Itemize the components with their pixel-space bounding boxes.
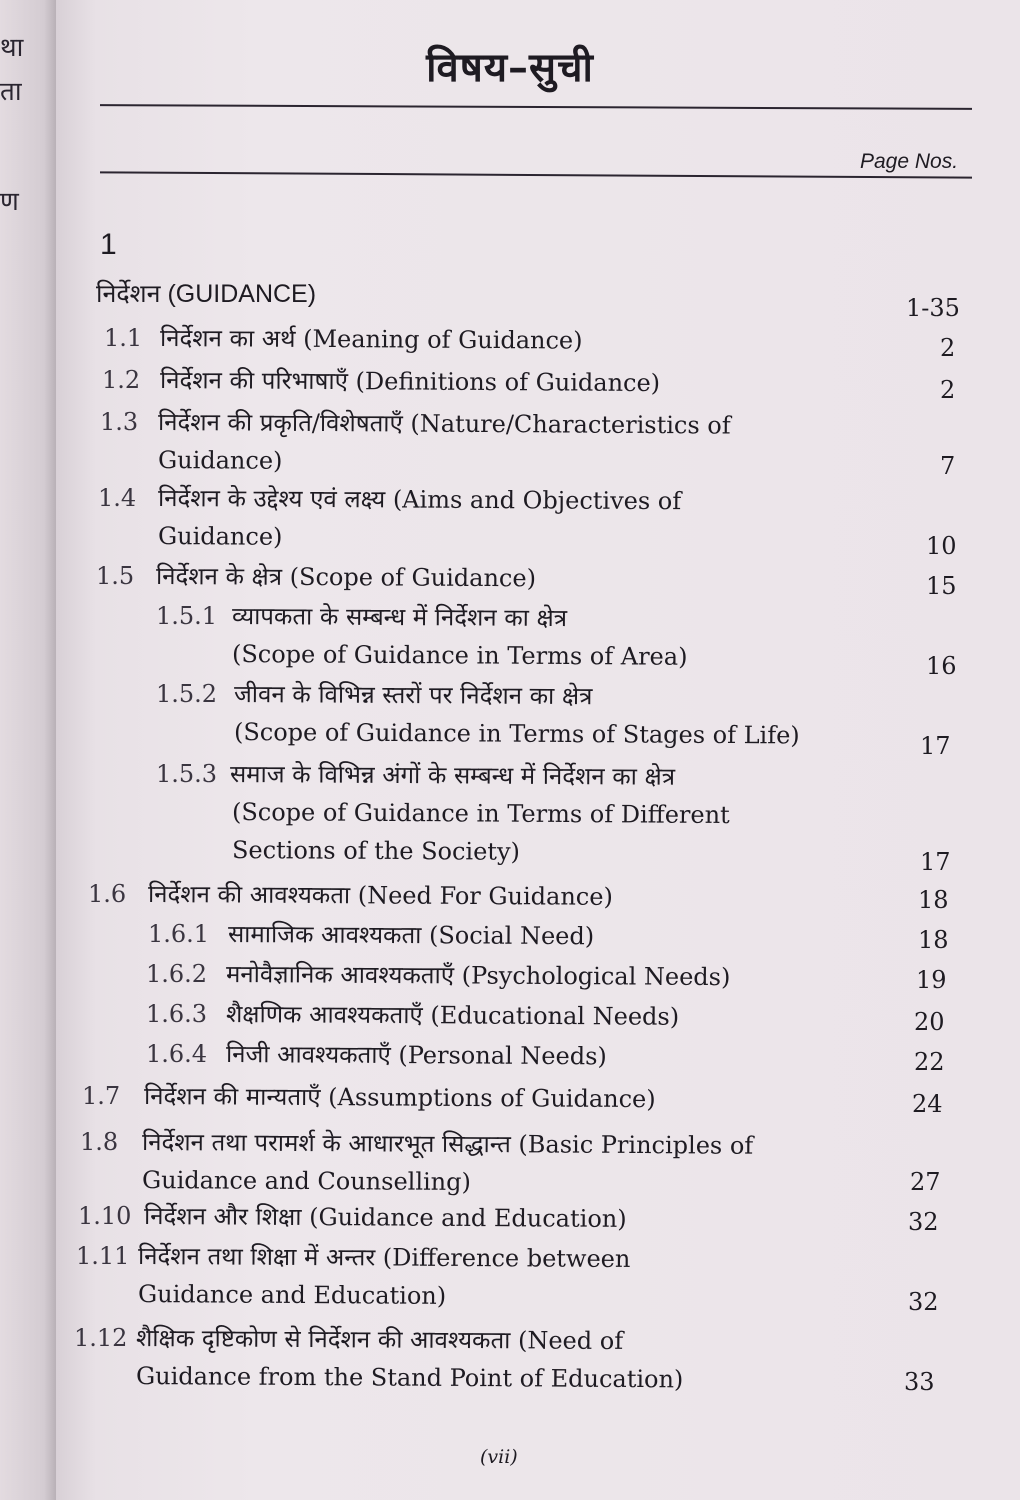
toc-entry-page: 17 [920, 848, 951, 876]
toc-entry-page: 32 [908, 1288, 939, 1316]
toc-entry-number: 1.4 [98, 484, 137, 512]
toc-entry-text: Guidance and Counselling) [141, 1166, 472, 1197]
toc-entry-number: 1.7 [82, 1082, 121, 1110]
toc-entry-text: (Scope of Guidance in Terms of Different [231, 798, 730, 830]
toc-entry-text: निर्देशन के क्षेत्र (Scope of Guidance) [155, 562, 537, 593]
toc-entry-text: Guidance and Education) [137, 1280, 447, 1310]
toc-entry-number: 1.8 [80, 1128, 119, 1156]
toc-entry-text: निर्देशन की मान्यताएँ (Assumptions of Guidance) [143, 1082, 656, 1114]
toc-entry-text: मनोवैज्ञानिक आवश्यकताएँ (Psychological Needs) [225, 960, 731, 992]
toc-entry-text: जीवन के विभिन्न स्तरों पर निर्देशन का क्षेत्र [233, 680, 593, 711]
toc-entry-text: समाज के विभिन्न अंगों के सम्बन्ध में निर्देशन का क्षेत्र [229, 760, 676, 791]
toc-entry-text: व्यापकता के सम्बन्ध में निर्देशन का क्षेत्र [231, 602, 568, 633]
toc-entry-number: 1.5.3 [156, 760, 218, 788]
toc-entry-number: 1.3 [100, 408, 139, 436]
toc-entry-number: 1.1 [104, 324, 143, 352]
left-page-edge [0, 0, 56, 1500]
toc-entry-page: 2 [940, 376, 956, 404]
chapter-pages: 1-35 [906, 294, 960, 322]
toc-entry-text: सामाजिक आवश्यकता (Social Need) [227, 920, 595, 951]
toc-entry-page: 32 [908, 1208, 939, 1236]
toc-entry-page: 15 [926, 572, 957, 600]
toc-entry-number: 1.5 [96, 562, 135, 590]
toc-entry-text: निर्देशन का अर्थ (Meaning of Guidance) [159, 324, 583, 355]
toc-entry-number: 1.2 [102, 366, 141, 394]
toc-entry-page: 24 [912, 1090, 943, 1118]
toc-entry-page: 10 [926, 532, 957, 560]
toc-entry-page: 16 [926, 652, 957, 680]
toc-entry-text: निर्देशन तथा परामर्श के आधारभूत सिद्धान्त (Basic Principles of [141, 1128, 754, 1160]
toc-entry-text: निर्देशन की प्रकृति/विशेषताएँ (Nature/Characteristics of [157, 408, 731, 440]
toc-entry-page: 19 [916, 966, 947, 994]
toc-entry-page: 18 [918, 926, 949, 954]
toc-entry-page: 2 [940, 334, 956, 362]
page-number-footer: (vii) [480, 1446, 518, 1468]
toc-entry-text: (Scope of Guidance in Terms of Area) [231, 640, 688, 671]
toc-entry-page: 7 [940, 452, 956, 480]
toc-entry-page: 33 [904, 1368, 935, 1396]
toc-entry-text: निर्देशन के उद्देश्य एवं लक्ष्य (Aims and Objectives of [157, 484, 682, 516]
toc-entry-number: 1.5.1 [156, 602, 218, 630]
toc-entry-number: 1.6.2 [146, 960, 208, 988]
edge-fragment: ता [0, 77, 22, 107]
toc-entry-text: Guidance) [157, 522, 283, 551]
toc-entry-text: निर्देशन की आवश्यकता (Need For Guidance) [147, 880, 613, 911]
toc-entry-text: Guidance from the Stand Point of Education) [135, 1362, 684, 1394]
toc-entry-number: 1.5.2 [156, 680, 218, 708]
page-title: विषय–सुची [426, 44, 594, 91]
toc-entry-text: निर्देशन तथा शिक्षा में अन्तर (Difference between [137, 1242, 631, 1274]
chapter-number: 1 [100, 228, 117, 261]
toc-entry-text: Sections of the Society) [231, 836, 521, 866]
edge-fragment: ण [0, 187, 19, 217]
toc-entry-text: (Scope of Guidance in Terms of Stages of Life) [233, 718, 800, 750]
toc-entry-number: 1.6.3 [146, 1000, 208, 1028]
toc-entry-number: 1.11 [76, 1242, 130, 1270]
toc-entry-number: 1.10 [78, 1202, 132, 1230]
toc-entry-text: निर्देशन की परिभाषाएँ (Definitions of Guidance) [159, 366, 661, 398]
toc-entry-text: निर्देशन और शिक्षा (Guidance and Education) [143, 1202, 627, 1233]
toc-entry-page: 17 [920, 732, 951, 760]
toc-entry-number: 1.6 [88, 880, 127, 908]
toc-entry-page: 20 [914, 1008, 945, 1036]
page-nos-heading: Page Nos. [860, 150, 959, 173]
toc-entry-page: 22 [914, 1048, 945, 1076]
toc-entry-text: Guidance) [157, 446, 283, 475]
toc-entry-page: 18 [918, 886, 949, 914]
edge-fragment: था [0, 33, 24, 63]
toc-entry-text: शैक्षिक दृष्टिकोण से निर्देशन की आवश्यकता (Need of [135, 1324, 624, 1355]
toc-entry-number: 1.6.1 [148, 920, 210, 948]
toc-entry-number: 1.12 [74, 1324, 128, 1352]
toc-entry-number: 1.6.4 [146, 1040, 208, 1068]
chapter-title: निर्देशन (GUIDANCE) [96, 280, 317, 308]
toc-entry-text: शैक्षणिक आवश्यकताएँ (Educational Needs) [225, 1000, 680, 1031]
toc-entry-text: निजी आवश्यकताएँ (Personal Needs) [225, 1040, 607, 1071]
toc-entry-page: 27 [910, 1168, 941, 1196]
